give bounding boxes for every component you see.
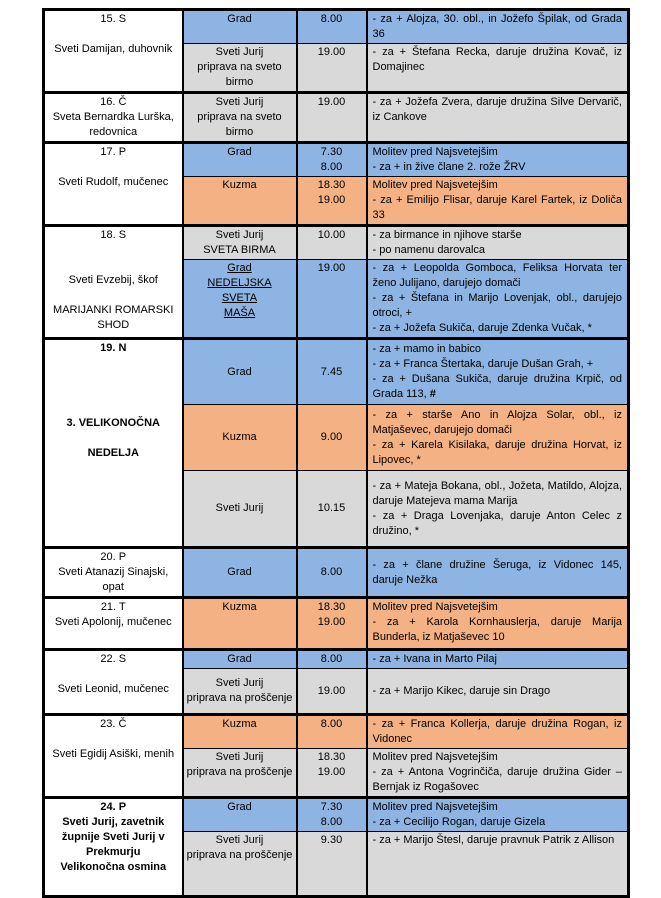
description-cell [367,405,629,471]
day-cell [44,143,183,226]
schedule-row [44,715,629,749]
mass-time: 7.30 [320,801,343,813]
mass-intention: Molitev pred Najsvetejšim [372,601,498,613]
description-cell [367,650,629,669]
mass-intention: - za + Emilijo Flisar, daruje Karel Fartek, iz Doliča 33 [372,194,622,221]
description-cell [367,598,629,650]
mass-intention: - za + Marijo Štesl, daruje pravnuk Patrik z Allison [372,834,615,846]
mass-intention: - za + Mateja Bokana, obl., Jožeta, Matildo, Alojza, daruje Matejeva mama Marija [372,479,622,507]
description-cell [367,44,629,93]
mass-time: 19.00 [317,194,346,206]
location-line: priprava na proščenje [186,692,293,704]
mass-time: 19.00 [317,46,346,58]
mass-time: 19.00 [317,262,346,274]
location-cell [183,749,297,798]
mass-time: 8.00 [320,161,343,173]
mass-intention: - za + Ivana in Marto Pilaj [372,653,497,665]
day-label-line [48,160,179,175]
location-cell [183,598,297,650]
location-cell [183,44,297,93]
day-label-line [48,431,179,446]
location-line: Sveti Jurij [215,46,264,58]
time-cell [297,405,367,471]
day-label-line [48,667,179,682]
time-cell [297,798,367,832]
day-label-line: 22. S [100,653,127,665]
location-line: Grad [227,801,252,813]
day-label-line: Sveti Damijan, duhovnik [54,43,173,55]
location-line: Grad [227,13,252,25]
mass-intention: - za + Jožefa Zvera, daruje družina Silve Dervarič, iz Cankove [372,96,622,123]
time-cell [297,260,367,339]
location-line: SVETA BIRMA [203,244,276,256]
mass-intention: - za + člane družine Šeruga, iz Vidonec 145, daruje Nežka [372,558,622,586]
day-label-line: 24. P [100,801,127,813]
schedule-row [44,798,629,832]
mass-time: 19.00 [317,766,346,778]
day-label-line [48,356,179,371]
mass-intention: - za + Cecilijo Rogan, daruje Gizela [372,816,546,828]
location-cell [183,260,297,339]
day-cell [44,339,183,548]
location-line: Sveti Jurij [215,834,264,846]
location-cell [183,832,297,897]
day-label-line: Velikonočna osmina [60,861,167,873]
day-cell [44,798,183,897]
location-cell [183,143,297,177]
day-label-line: Sveti Leonid, mučenec [57,683,169,695]
mass-intention: - za + Jožefa Sukiča, daruje Zdenka Vučak, * [372,322,592,334]
location-cell [183,715,297,749]
day-label-line [48,732,179,747]
location-line: Sveti Jurij [215,502,264,514]
location-line: Grad [227,146,252,158]
day-label-line: Sveti Apolonij, mučenec [54,616,172,628]
day-label-line [48,386,179,401]
day-label-line: 20. P [100,551,127,563]
day-label-line: 15. S [100,13,127,25]
mass-intention: - za + mamo in babico [372,343,482,355]
day-label-line [48,27,179,42]
description-cell [367,93,629,143]
day-cell [44,715,183,798]
description-cell [367,177,629,226]
time-cell [297,226,367,260]
description-cell [367,715,629,749]
location-line: priprava na proščenje [186,849,293,861]
mass-intention: - za + in žive člane 2. rože ŽRV [372,161,526,173]
mass-schedule-body [44,10,629,897]
day-label-line: Sveti Evzebij, škof [68,274,158,286]
description-cell [367,669,629,715]
time-cell [297,177,367,226]
location-line: priprava na sveto birmo [197,111,282,138]
mass-time: 7.30 [320,146,343,158]
time-cell [297,93,367,143]
description-cell [367,471,629,548]
time-cell [297,650,367,669]
mass-intention: - za + Leopolda Gomboca, Feliksa Horvata ter ženo Julijano, darujejo domači [372,262,622,289]
description-cell [367,548,629,598]
day-cell [44,598,183,650]
day-label-line [48,371,179,386]
location-line: priprava na proščenje [186,766,293,778]
mass-intention: Molitev pred Najsvetejšim [372,146,498,158]
time-cell [297,10,367,44]
location-line: Grad [227,262,252,274]
day-label-line: Sveti Atanazij Sinajski, opat [58,566,169,593]
mass-time: 9.00 [320,431,343,443]
mass-time: 8.00 [320,653,343,665]
description-cell [367,143,629,177]
time-cell [297,832,367,897]
mass-intention: - za + Draga Lovenjaka, daruje Anton Celec z družino, * [372,509,622,537]
mass-intention: Molitev pred Najsvetejšim [372,751,498,763]
description-cell [367,226,629,260]
mass-time: 19.00 [317,684,346,697]
mass-intention: Molitev pred Najsvetejšim [372,801,498,813]
day-label-line: 19. N [100,342,127,354]
mass-intention: - za + Dušana Sukiča, daruje družina Krpič, od Grada 113, # [372,373,622,400]
mass-time: 10.15 [317,502,346,514]
location-cell [183,339,297,405]
mass-schedule-table [42,8,630,898]
mass-intention: - za + Karola Kornhauslerja, daruje Marija Bunderla, iz Matjaševec 10 [372,616,622,643]
location-line: SVETA [221,292,258,304]
mass-time: 10.00 [317,229,346,241]
location-cell [183,177,297,226]
description-cell [367,339,629,405]
mass-time: 19.00 [317,96,346,108]
time-cell [297,143,367,177]
mass-intention: - za + Marijo Kikec, daruje sin Drago [372,684,551,697]
day-label-line: 21. T [100,601,126,613]
time-cell [297,598,367,650]
mass-time: 8.00 [320,566,343,578]
location-cell [183,10,297,44]
location-line: Kuzma [222,718,257,730]
location-line: Sveti Jurij [215,677,264,689]
mass-intention: - za + Antona Vogrinčiča, daruje družina Gider – Bernjak iz Rogašovec [372,766,622,793]
day-label-line: 18. S [100,229,127,241]
day-label-line: 17. P [100,146,127,158]
mass-time: 8.00 [320,816,343,828]
description-cell [367,798,629,832]
day-label-line: 3. VELIKONOČNA [66,417,160,429]
day-cell [44,226,183,339]
day-label-line [48,258,179,273]
mass-intention: - za + Franca Kollerja, daruje družina Rogan, iz Vidonec [372,718,622,745]
location-cell [183,798,297,832]
location-cell [183,650,297,669]
location-cell [183,226,297,260]
description-cell [367,832,629,897]
location-cell [183,405,297,471]
schedule-row [44,339,629,405]
mass-intention: Molitev pred Najsvetejšim [372,179,498,191]
mass-intention: - za + Karela Kisilaka, daruje družina Horvat, iz Lipovec, * [372,438,622,466]
description-cell [367,749,629,798]
location-line: Sveti Jurij [215,229,264,241]
mass-time: 18.30 [317,179,346,191]
day-label-line: Sveti Jurij, zavetnik župnije Sveti Jurij v Prekmurju [61,816,165,858]
location-line: Grad [227,365,252,378]
description-cell [367,10,629,44]
location-line: Kuzma [222,431,257,443]
day-label-line [48,288,179,303]
location-line: Sveti Jurij [215,751,264,763]
schedule-row [44,143,629,177]
mass-intention: - za + starše Ano in Alojza Solar, obl., iz Matjaševec, darujejo domači [372,408,622,436]
location-line: Sveti Jurij [215,96,264,108]
day-label-line: Sveti Rudolf, mučenec [58,176,169,188]
mass-time: 18.30 [317,751,346,763]
mass-intention: - za + Štefana in Marijo Lovenjak, obl., darujejo otroci, + [372,292,622,319]
location-line: Kuzma [222,601,257,613]
day-cell [44,10,183,93]
schedule-row [44,10,629,44]
day-label-line: Sveta Bernardka Lurška, redovnica [52,111,174,138]
day-label-line [48,243,179,258]
time-cell [297,749,367,798]
location-cell [183,669,297,715]
day-label-line: NEDELJA [87,447,139,459]
day-cell [44,93,183,143]
location-line: priprava na sveto birmo [197,61,282,88]
schedule-row [44,598,629,650]
location-line: Kuzma [222,179,257,191]
day-cell [44,650,183,715]
time-cell [297,339,367,405]
time-cell [297,548,367,598]
mass-time: 8.00 [320,13,343,25]
schedule-row [44,226,629,260]
schedule-row [44,93,629,143]
time-cell [297,715,367,749]
mass-time: 9.30 [320,834,343,846]
time-cell [297,669,367,715]
mass-time: 19.00 [317,616,346,628]
day-label-line: 23. Č [100,718,127,730]
location-cell [183,548,297,598]
location-cell [183,471,297,548]
location-line: Grad [227,653,252,665]
time-cell [297,471,367,548]
day-label-line: Sveti Egidij Asiški, menih [52,748,175,760]
location-line: Grad [227,566,252,578]
mass-intention: - za + Alojza, 30. obl., in Jožefo Špilak, od Grada 36 [372,13,622,40]
day-cell [44,548,183,598]
mass-intention: - po namenu darovalca [372,244,486,256]
location-line: MAŠA [223,307,256,319]
day-label-line: MARIJANKI ROMARSKI SHOD [53,304,174,331]
mass-time: 7.45 [320,365,343,378]
location-line: NEDELJSKA [207,277,272,289]
schedule-row [44,650,629,669]
day-label-line [48,401,179,416]
description-cell [367,260,629,339]
mass-intention: - za + Franca Štertaka, daruje Dušan Grah, + [372,358,594,370]
location-cell [183,93,297,143]
mass-time: 8.00 [320,718,343,730]
day-label-line: 16. Č [100,96,127,108]
mass-time: 18.30 [317,601,346,613]
schedule-row [44,548,629,598]
mass-intention: - za + Štefana Recka, daruje družina Kovač, iz Domajinec [372,46,622,73]
mass-intention: - za birmance in njihove starše [372,229,522,241]
time-cell [297,44,367,93]
